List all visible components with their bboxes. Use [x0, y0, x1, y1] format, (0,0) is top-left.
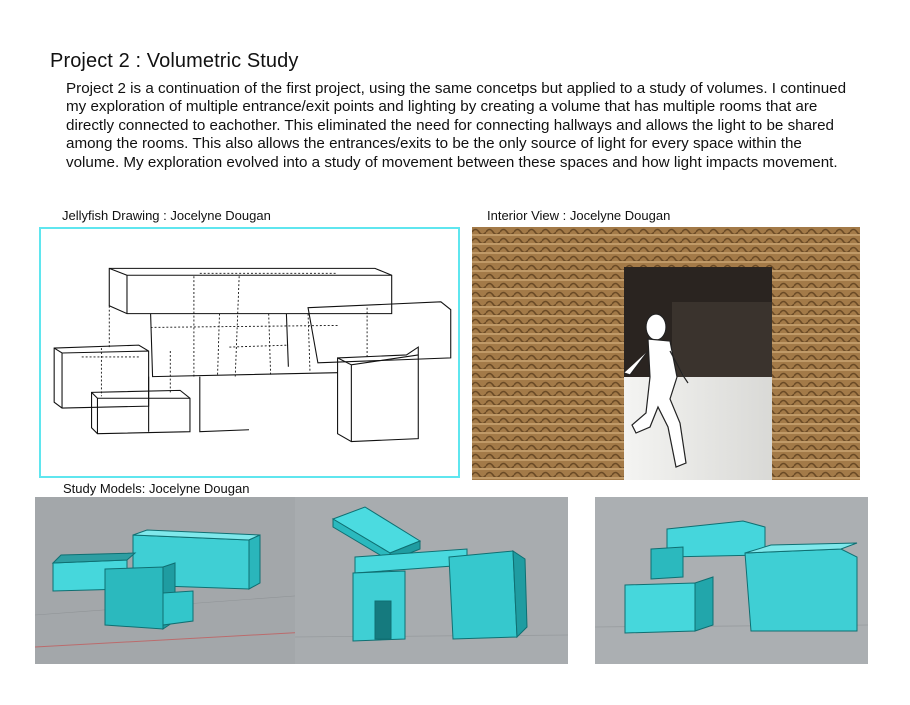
project-description: Project 2 is a continuation of the first project, using the same concetps but applied to a study of volumes. I continued my exploration of multiple entrance/exit points and lighting by creating a volume that has multiple rooms that are directly connected to eachother. This eliminated the need for connecting hallways and allows the light to be shared among the rooms. This also allows the entrances/exits to be the only source of light for every space within the volume. My exploration evolved into a study of movement between these spaces and how light impacts movement. [66, 80, 847, 171]
study-model-3-render [595, 497, 868, 664]
caption-interior-view: Interior View : Jocelyne Dougan [487, 208, 671, 223]
interior-scene [472, 227, 860, 480]
study-model-3 [595, 497, 868, 664]
jellyfish-drawing [39, 227, 460, 478]
caption-jellyfish-drawing: Jellyfish Drawing : Jocelyne Dougan [62, 208, 271, 223]
interior-view-photo [472, 227, 860, 480]
jellyfish-wireframe [41, 229, 458, 476]
study-model-2-render [295, 497, 568, 664]
study-model-1 [35, 497, 308, 664]
caption-study-models: Study Models: Jocelyne Dougan [63, 481, 250, 496]
page-title: Project 2 : Volumetric Study [50, 50, 299, 72]
study-model-1-render [35, 497, 308, 664]
study-model-2 [295, 497, 568, 664]
